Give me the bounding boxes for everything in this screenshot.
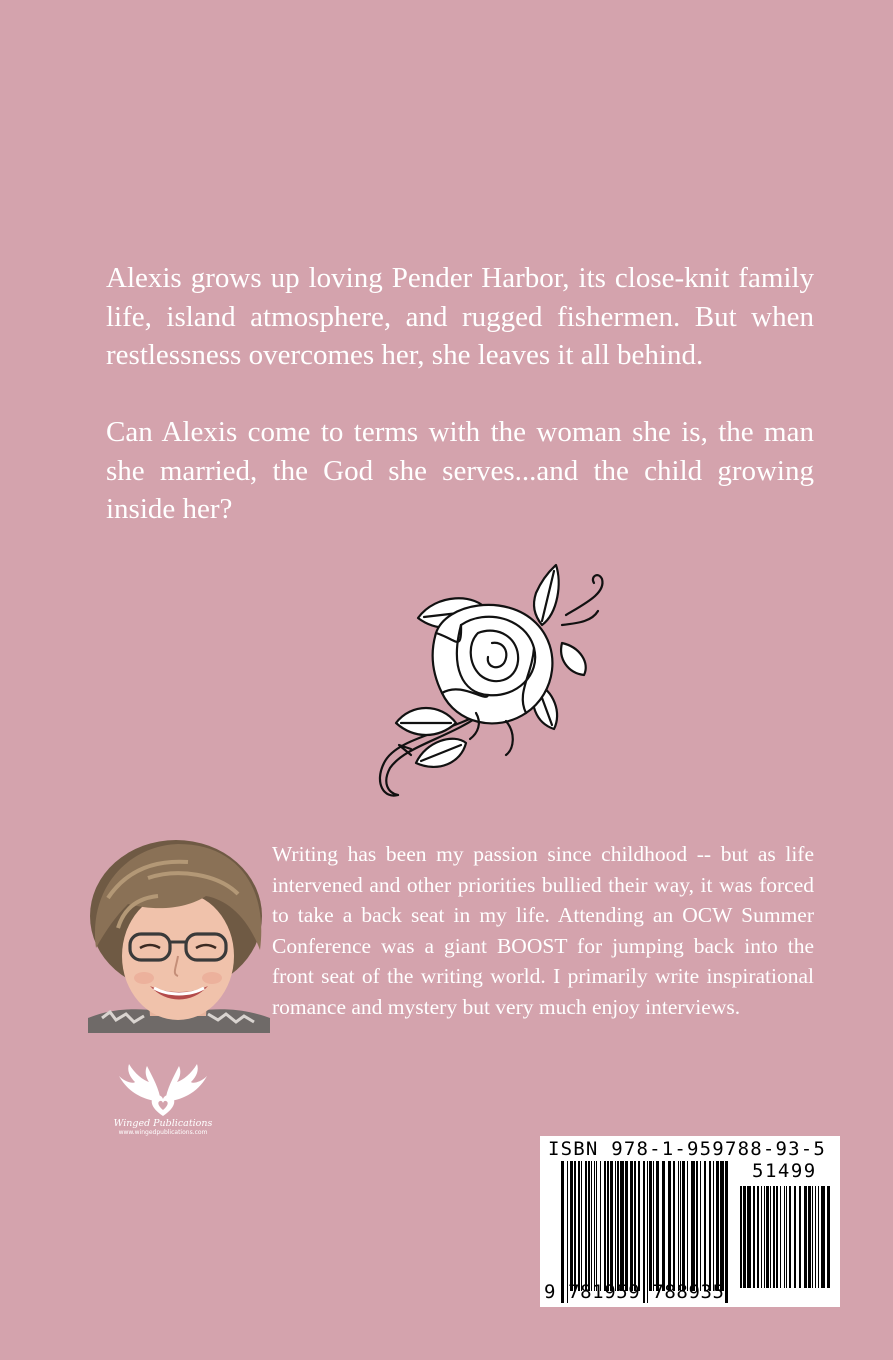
author-photo: [88, 838, 270, 1033]
barcode-bar: [815, 1186, 816, 1288]
barcode-bar: [764, 1186, 765, 1288]
barcode-bar: [600, 1161, 601, 1291]
barcode-bar: [821, 1186, 825, 1288]
barcode-bar: [773, 1186, 775, 1288]
barcode-bar: [574, 1161, 576, 1291]
barcode-bar: [591, 1161, 592, 1291]
publisher-name: Winged Publications: [113, 1118, 213, 1129]
barcode-bar: [656, 1161, 659, 1291]
barcode-bar: [680, 1161, 681, 1291]
barcode-bar: [662, 1161, 665, 1291]
barcode-bar: [630, 1161, 633, 1291]
barcode-bar: [696, 1161, 698, 1291]
barcode-bar: [753, 1186, 755, 1288]
barcode-bar: [720, 1161, 724, 1291]
barcode-bar: [638, 1161, 640, 1291]
rose-line-drawing-icon: [366, 563, 616, 803]
barcode-bar: [743, 1186, 746, 1288]
barcode-bar: [678, 1161, 679, 1291]
barcode-bar: [761, 1186, 762, 1288]
isbn-barcode: [540, 1136, 840, 1307]
barcode-bar: [818, 1186, 819, 1288]
barcode-bar: [786, 1186, 787, 1288]
barcode-bar: [610, 1161, 613, 1291]
barcode-bar: [615, 1161, 616, 1291]
barcode-bar: [804, 1186, 807, 1288]
barcode-bar: [799, 1186, 801, 1288]
barcode-bar: [682, 1161, 685, 1291]
barcode-bar: [691, 1161, 695, 1291]
barcode-bar: [588, 1161, 590, 1291]
barcode-bar: [789, 1186, 791, 1288]
barcode-bar: [709, 1161, 711, 1291]
barcode-digits: 9 781959 788935: [544, 1281, 725, 1303]
barcode-bar: [596, 1161, 597, 1291]
barcode-bar: [812, 1186, 813, 1288]
barcode-bar: [594, 1161, 595, 1291]
barcode-bar: [700, 1161, 701, 1291]
publisher-logo: [108, 1062, 218, 1146]
barcode-bar: [784, 1186, 785, 1288]
barcode-bar: [770, 1186, 771, 1288]
publisher-url: www.wingedpublications.com: [118, 1129, 208, 1136]
barcode-bar: [713, 1161, 714, 1291]
barcode-bar: [668, 1161, 671, 1291]
barcode-bar: [570, 1161, 573, 1291]
barcode-bar: [649, 1161, 652, 1291]
barcode-bar: [673, 1161, 675, 1291]
barcode-bar: [794, 1186, 796, 1288]
winged-heart-logo-icon: [115, 1062, 211, 1120]
barcode-bar: [704, 1161, 706, 1291]
barcode-bar: [653, 1161, 654, 1291]
barcode-bar: [716, 1161, 719, 1291]
barcode-bar: [808, 1186, 811, 1288]
author-bio: Writing has been my passion since childhood -- but as life intervened and other priorities bullied their way, it was forced to take a back seat in my life. Attending an OCW Summer Conference was a giant BOOST for jumping back into the front seat of the writing world. I primarily write inspirational romance and mystery but very much enjoy interviews.: [272, 842, 814, 1019]
barcode-bar: [780, 1186, 781, 1288]
barcode-bar: [725, 1161, 728, 1303]
barcode-bar: [766, 1186, 769, 1288]
barcode-bar: [740, 1186, 742, 1288]
barcode-bar: [776, 1186, 778, 1288]
barcode-bar: [607, 1161, 609, 1291]
barcode-bar: [581, 1161, 582, 1291]
isbn-label: ISBN 978-1-959788-93-5: [548, 1138, 827, 1160]
barcode-bar: [604, 1161, 606, 1291]
barcode-bar: [757, 1186, 759, 1288]
barcode-bar: [620, 1161, 624, 1291]
barcode-bar: [634, 1161, 636, 1291]
barcode-bar: [827, 1186, 830, 1288]
blurb-paragraph-1: Alexis grows up loving Pender Harbor, its close-knit family life, island atmosphere, and rugged fishermen. But when restlessness overcomes her, she leaves it all behind.: [106, 262, 814, 371]
barcode-bar: [617, 1161, 619, 1291]
barcode-bar: [585, 1161, 587, 1291]
blurb-paragraph-2: Can Alexis come to terms with the woman she is, the man she married, the God she serves...and the child growing inside her?: [106, 416, 814, 525]
barcode-addon-number: 51499: [752, 1160, 817, 1182]
barcode-bar: [747, 1186, 751, 1288]
barcode-bar: [687, 1161, 688, 1291]
barcode-bar: [578, 1161, 580, 1291]
barcode-addon-bars: [740, 1186, 832, 1300]
barcode-bar: [625, 1161, 628, 1291]
